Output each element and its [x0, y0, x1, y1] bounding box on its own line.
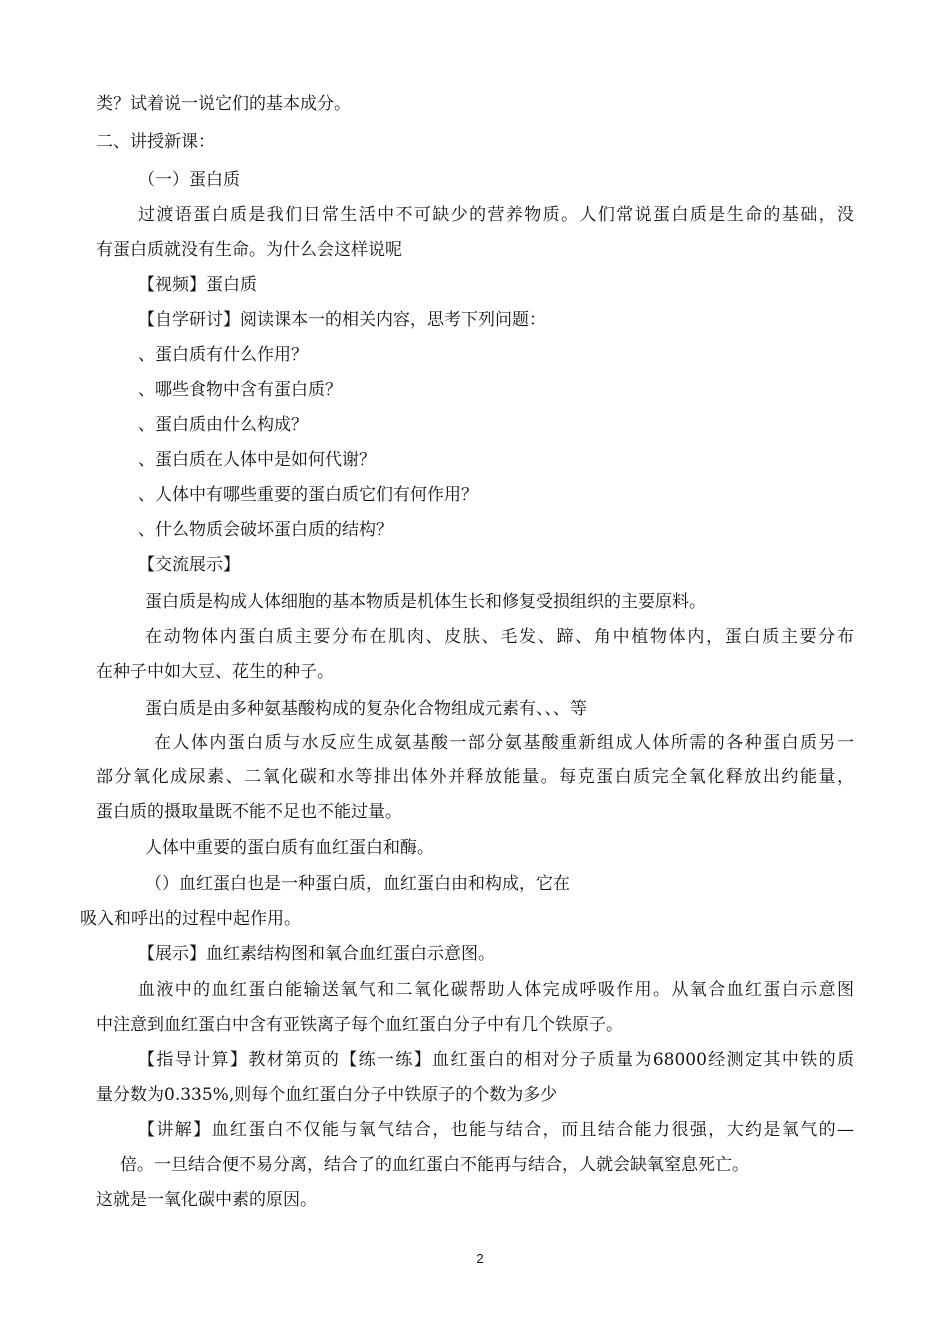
text-line: 类？试着说一说它们的基本成分。 [96, 94, 351, 114]
paragraph-line: 血液中的血红蛋白能输送氧气和二氧化碳帮助人体完成呼吸作用。从氧合血红蛋白示意图 [138, 980, 854, 1000]
section-heading: 二、讲授新课： [96, 132, 215, 152]
paragraph-line: 部分氧化成尿素、二氧化碳和水等排出体外并释放能量。每克蛋白质完全氧化释放出约能量， [96, 767, 854, 787]
paragraph-line: 在种子中如大豆、花生的种子。 [96, 662, 334, 682]
text-line: 【展示】血红素结构图和氧合血红蛋白示意图。 [138, 944, 495, 964]
paragraph-line: 过渡语蛋白质是我们日常生活中不可缺少的营养物质。人们常说蛋白质是生命的基础，没 [138, 205, 854, 225]
paragraph-line: 量分数为0.335%,则每个血红蛋白分子中铁原子的个数为多少 [96, 1085, 558, 1105]
paragraph-line: 【指导计算】教材第页的【练一练】血红蛋白的相对分子质量为68000经测定其中铁的质 [138, 1050, 854, 1070]
paragraph-line: 吸入和呼出的过程中起作用。 [80, 909, 301, 929]
paragraph-line: （）血红蛋白也是一种蛋白质，血红蛋白由和构成，它在 [145, 874, 570, 894]
paragraph-line: 蛋白质是构成人体细胞的基本物质是机体生长和修复受损组织的主要原料。 [145, 592, 706, 612]
question-item: 、蛋白质由什么构成？ [138, 415, 308, 435]
text-line: 【交流展示】 [138, 555, 240, 575]
question-item: 、什么物质会破坏蛋白质的结构？ [138, 520, 393, 540]
question-item: 、蛋白质在人体中是如何代谢？ [138, 450, 376, 470]
text-line: 【视频】蛋白质 [138, 275, 257, 295]
question-item: 、人体中有哪些重要的蛋白质它们有何作用？ [138, 485, 478, 505]
paragraph-line: 蛋白质的摄取量既不能不足也不能过量。 [96, 802, 402, 822]
paragraph-line: 在动物体内蛋白质主要分布在肌肉、皮肤、毛发、蹄、角中植物体内，蛋白质主要分布 [145, 627, 854, 647]
question-item: 、哪些食物中含有蛋白质？ [138, 380, 342, 400]
text-line: 【自学研讨】阅读课本一的相关内容，思考下列问题： [138, 310, 546, 330]
paragraph-line: 中注意到血红蛋白中含有亚铁离子每个血红蛋白分子中有几个铁原子。 [96, 1015, 623, 1035]
paragraph-line: 在人体内蛋白质与水反应生成氨基酸一部分氨基酸重新组成人体所需的各种蛋白质另一 [154, 733, 854, 753]
paragraph-line: 这就是一氧化碳中素的原因。 [96, 1190, 317, 1210]
paragraph-line: 人体中重要的蛋白质有血红蛋白和酶。 [145, 838, 434, 858]
subsection-heading: （一）蛋白质 [138, 170, 240, 190]
paragraph-line: 蛋白质是由多种氨基酸构成的复杂化合物组成元素有、、、等 [145, 699, 587, 719]
paragraph-line: 有蛋白质就没有生命。为什么会这样说呢 [96, 240, 402, 260]
paragraph-line: 【讲解】血红蛋白不仅能与氧气结合，也能与结合，而且结合能力很强，大约是氧气的— [138, 1120, 854, 1140]
page-number: 2 [476, 1251, 484, 1266]
question-item: 、蛋白质有什么作用？ [138, 345, 308, 365]
paragraph-line: 倍。一旦结合便不易分离，结合了的血红蛋白不能再与结合，人就会缺氧窒息死亡。 [120, 1155, 749, 1175]
